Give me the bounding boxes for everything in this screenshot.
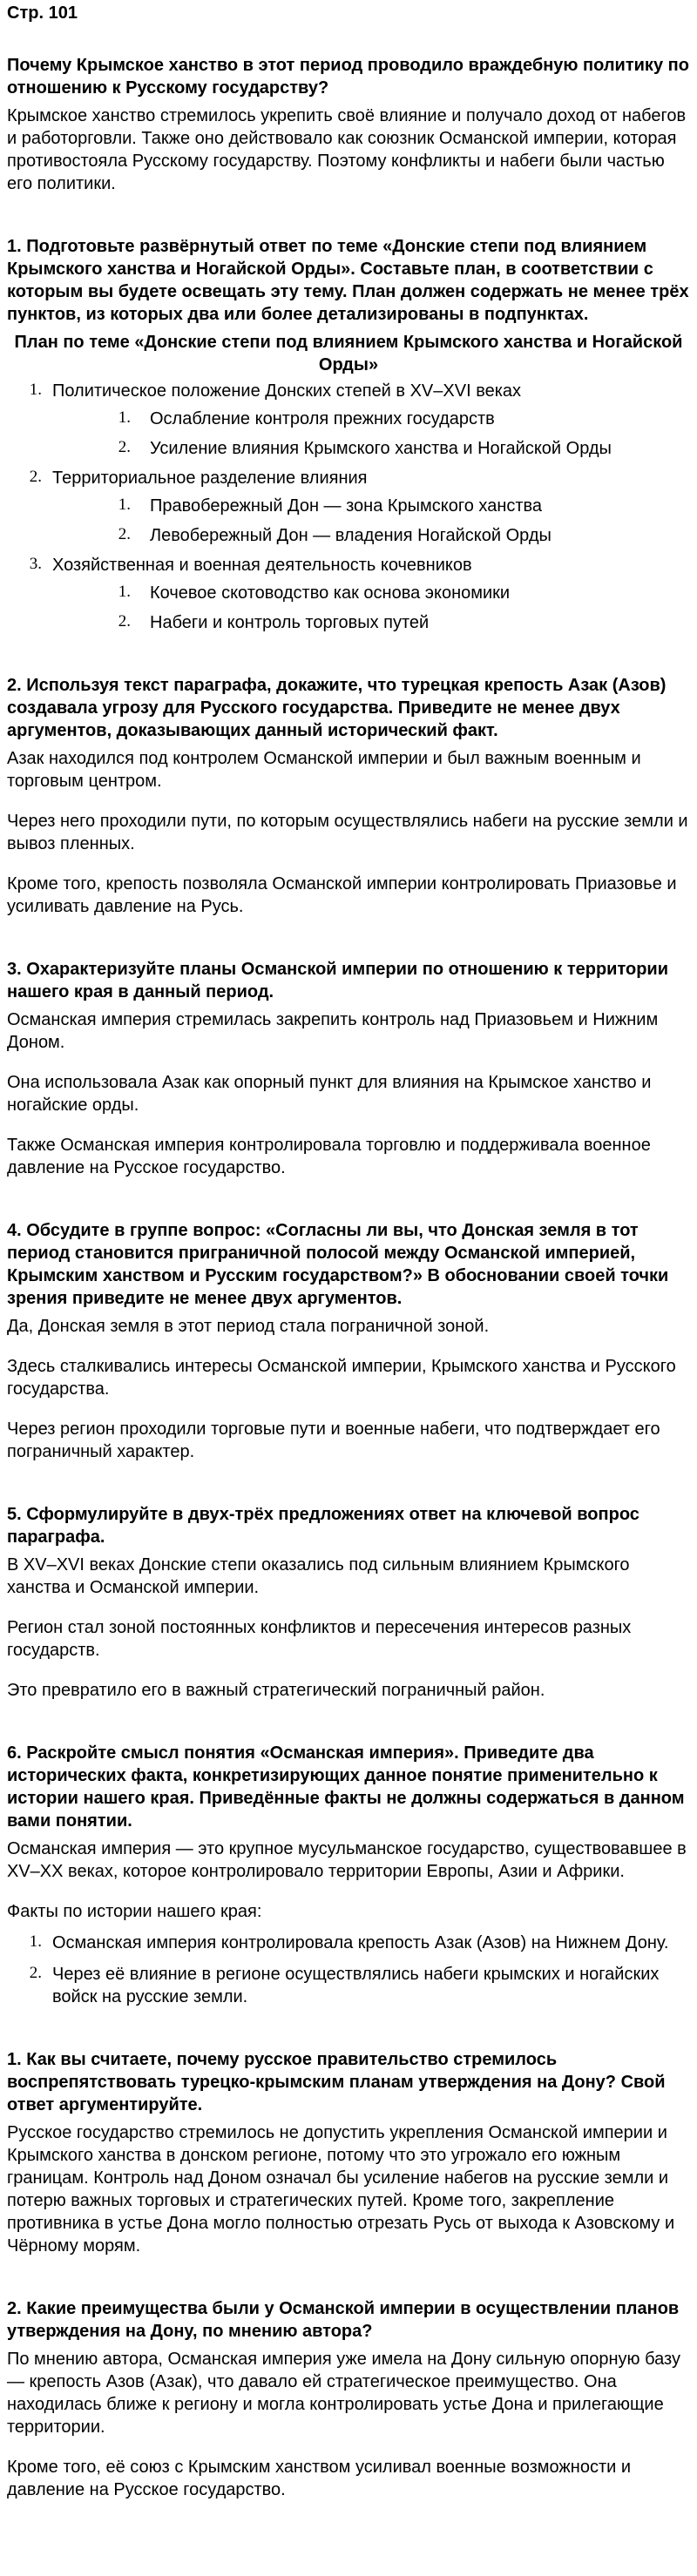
question-heading: 1. Как вы считаете, почему русское правительство стремилось воспрепятствовать турецко-крымским планам утверждения на Дону? Свой ответ аргументируйте. xyxy=(7,2050,666,2114)
fact-item xyxy=(7,1932,690,1954)
list-number: 2. xyxy=(29,1964,42,1982)
question-heading: 2. Используя текст параграфа, докажите, что турецкая крепость Азак (Азов) создавала угрозу для Русского государства. Приведите не менее двух аргументов, доказывающих данный исторический факт. xyxy=(7,676,667,740)
question-heading: 1. Подготовьте развёрнутый ответ по теме «Донские степи под влиянием Крымского ханства и Ногайской Орды». Составьте план, в соответствии с которым вы будете освещать эту тему. План должен содержать не менее трёх пунктов, из которых два или более детализированы в подпунктах. xyxy=(7,237,689,324)
question-heading: 6. Раскройте смысл понятия «Османская империя». Приведите два исторических факта, конкретизирующих данное понятие применительно к истории нашего края. Приведённые факты не должны содержаться в данном вами понятии. xyxy=(7,1743,685,1831)
answer-paragraph: Русское государство стремилось не допустить укрепления Османской империи и Крымского ханства в донском регионе, потому что это угрожало его южным границам. Контроль над Доном означал бы усиление набегов на русские земли и потерю важных торговых и стратегических путей. Кроме того, закрепление противника в устье Дона могло полностью отрезать Русь от выхода к Азовскому и Чёрному морям. xyxy=(7,2123,675,2256)
page-label: Стр. 101 xyxy=(7,3,78,23)
task-3-section xyxy=(7,958,690,1179)
plan-sublist xyxy=(52,582,690,634)
list-number: 2. xyxy=(118,525,131,543)
question-heading: 4. Обсудите в группе вопрос: «Согласны ли вы, что Донская земля в тот период становится приграничной полосой между Османской империей, Крымским ханством и Русским государством?» В обосновании своей точки зрения приведите не менее двух аргументов. xyxy=(7,1221,669,1308)
plan-subitem xyxy=(96,611,690,634)
plan-subitem xyxy=(96,524,690,547)
fact-text: Через её влияние в регионе осуществлялись набеги крымских и ногайских войск на русские земли. xyxy=(52,1965,660,2006)
task-4-section xyxy=(7,1219,690,1463)
facts-label: Факты по истории нашего края: xyxy=(7,1902,262,1921)
plan-subitem-text: Ослабление контроля прежних государств xyxy=(150,409,495,428)
definition-paragraph: Османская империя — это крупное мусульманское государство, существовавшее в XV–XX веках, которое контролировало территории Европы, Азии и Африки. xyxy=(7,1839,687,1881)
question-heading: Почему Крымское ханство в этот период проводило враждебную политику по отношению к Русскому государству? xyxy=(7,56,689,98)
plan-item-text: Территориальное разделение влияния xyxy=(52,469,368,488)
facts-list xyxy=(7,1932,690,2008)
plan-item-text: Хозяйственная и военная деятельность кочевников xyxy=(52,556,472,575)
answer-paragraph: Крымское ханство стремилось укрепить своё влияние и получало доход от набегов и работорговли. Также оно действовало как союзник Османской империи, которая противостояла Русскому государству. Поэтому конфликты и набеги были частью его политики. xyxy=(7,106,687,193)
plan-title: План по теме «Донские степи под влиянием Крымского ханства и Ногайской Орды» xyxy=(14,333,683,374)
task-7-section xyxy=(7,2048,690,2257)
list-number: 3. xyxy=(29,555,42,573)
plan-item xyxy=(7,380,690,460)
task-8-section xyxy=(7,2297,690,2501)
answer-paragraph: Через него проходили пути, по которым осуществлялись набеги на русские земли и вывоз пленных. xyxy=(7,812,688,853)
plan-item-text: Политическое положение Донских степей в XV–XVI веках xyxy=(52,381,522,401)
list-number: 1. xyxy=(118,496,131,514)
answer-paragraph: Она использовала Азак как опорный пункт для влияния на Крымское ханство и ногайские орды. xyxy=(7,1073,652,1115)
answer-paragraph: В XV–XVI веках Донские степи оказались под сильным влиянием Крымского ханства и Османской империи. xyxy=(7,1555,630,1597)
fact-item xyxy=(7,1963,690,2008)
question-heading: 2. Какие преимущества были у Османской империи в осуществлении планов утверждения на Дону, по мнению автора? xyxy=(7,2299,680,2341)
plan-sublist xyxy=(52,408,690,460)
list-number: 1. xyxy=(118,583,131,601)
plan-subitem-text: Набеги и контроль торговых путей xyxy=(150,613,430,632)
question-heading: 5. Сформулируйте в двух-трёх предложениях ответ на ключевой вопрос параграфа. xyxy=(7,1505,639,1547)
list-number: 2. xyxy=(118,612,131,631)
task-2-section xyxy=(7,674,690,918)
intro-section xyxy=(7,54,690,195)
plan-subitem-text: Усиление влияния Крымского ханства и Ногайской Орды xyxy=(150,439,612,458)
plan-subitem xyxy=(96,495,690,517)
plan-subitem-text: Левобережный Дон — владения Ногайской Орды xyxy=(150,526,552,545)
answer-paragraph: Также Османская империя контролировала торговлю и поддерживала военное давление на Русское государство. xyxy=(7,1136,651,1177)
list-number: 1. xyxy=(29,381,42,399)
list-number: 2. xyxy=(29,468,42,486)
answer-paragraph: Османская империя стремилась закрепить контроль над Приазовьем и Нижним Доном. xyxy=(7,1010,659,1052)
list-number: 2. xyxy=(118,438,131,456)
plan-subitem-text: Кочевое скотоводство как основа экономики xyxy=(150,583,511,603)
answer-paragraph: Здесь сталкивались интересы Османской империи, Крымского ханства и Русского государства. xyxy=(7,1357,676,1399)
answer-paragraph: Через регион проходили торговые пути и военные набеги, что подтверждает его пограничный характер. xyxy=(7,1419,660,1461)
task-5-section xyxy=(7,1503,690,1702)
list-number: 1. xyxy=(29,1932,42,1951)
answer-paragraph: Кроме того, её союз с Крымским ханством усиливал военные возможности и давление на Русское государство. xyxy=(7,2458,632,2499)
answer-paragraph: По мнению автора, Османская империя уже имела на Дону сильную опорную базу — крепость Азов (Азак), что давало ей стратегическое преимущество. Она находилась ближе к региону и могла контролировать устье Дона и прилегающие территории. xyxy=(7,2350,680,2437)
plan-list xyxy=(7,380,690,634)
plan-subitem xyxy=(96,408,690,430)
task-1-section xyxy=(7,235,690,634)
answer-paragraph: Кроме того, крепость позволяла Османской империи контролировать Приазовье и усиливать давление на Русь. xyxy=(7,874,677,916)
answer-paragraph: Регион стал зоной постоянных конфликтов и пересечения интересов разных государств. xyxy=(7,1618,632,1660)
plan-item xyxy=(7,467,690,547)
answer-paragraph: Азак находился под контролем Османской империи и был важным военным и торговым центром. xyxy=(7,749,641,791)
answer-paragraph: Это превратило его в важный стратегический пограничный район. xyxy=(7,1681,545,1700)
plan-subitem-text: Правобережный Дон — зона Крымского ханства xyxy=(150,496,543,516)
question-heading: 3. Охарактеризуйте планы Османской империи по отношению к территории нашего края в данный период. xyxy=(7,960,669,1001)
plan-subitem xyxy=(96,437,690,460)
fact-text: Османская империя контролировала крепость Азак (Азов) на Нижнем Дону. xyxy=(52,1933,669,1952)
answer-paragraph: Да, Донская земля в этот период стала пограничной зоной. xyxy=(7,1317,490,1336)
plan-subitem xyxy=(96,582,690,604)
list-number: 1. xyxy=(118,408,131,427)
plan-sublist xyxy=(52,495,690,547)
task-6-section xyxy=(7,1742,690,2008)
plan-item xyxy=(7,554,690,634)
